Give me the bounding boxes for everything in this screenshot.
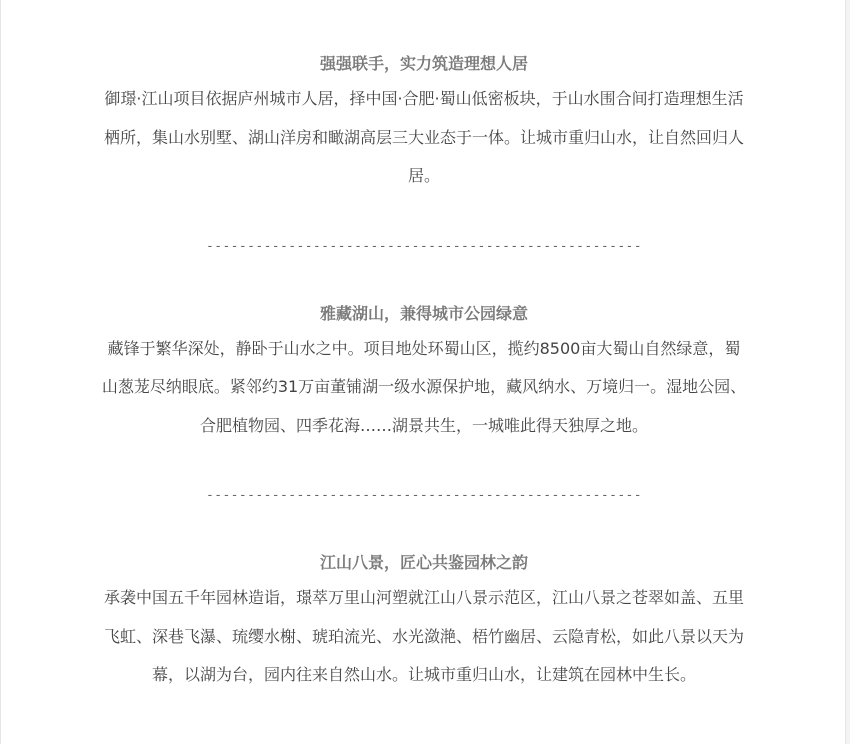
article-content	[101, 48, 747, 695]
section-body: 藏锋于繁华深处，静卧于山水之中。项目地处环蜀山区，揽约8500亩大蜀山自然绿意，蜀山葱茏尽纳眼底。紧邻约31万亩董铺湖一级水源保护地，藏风纳水、万境归一。湿地公园、合肥植物园、四季花海……湖景共生，一城唯此得天独厚之地。	[101, 338, 747, 435]
section-divider: -----------------------------------------------------	[205, 488, 642, 503]
page-edge	[846, 0, 850, 744]
section-divider: -----------------------------------------------------	[205, 238, 642, 254]
section-2	[101, 298, 747, 446]
section-1	[101, 48, 747, 196]
section-title: 雅藏湖山，兼得城市公园绿意	[319, 303, 528, 323]
section-body: 御璟·江山项目依据庐州城市人居，择中国·合肥·蜀山低密板块，于山水围合间打造理想生活栖所，集山水别墅、湖山洋房和瞰湖高层三大业态于一体。让城市重归山水，让自然回归人居。	[103, 89, 744, 185]
section-title: 江山八景，匠心共鉴园林之韵	[319, 553, 528, 572]
section-body: 承袭中国五千年园林造诣，璟萃万里山河塑就江山八景示范区，江山八景之苍翠如盖、五里飞虹、深巷飞瀑、琉缨水榭、琥珀流光、水光潋滟、梧竹幽居、云隐青松，如此八景以天为幕，以湖为台，园内往来自然山水。让城市重归山水，让建筑在园林中生长。	[103, 588, 744, 684]
section-title: 强强联手，实力筑造理想人居	[319, 54, 528, 73]
section-3	[101, 547, 747, 695]
